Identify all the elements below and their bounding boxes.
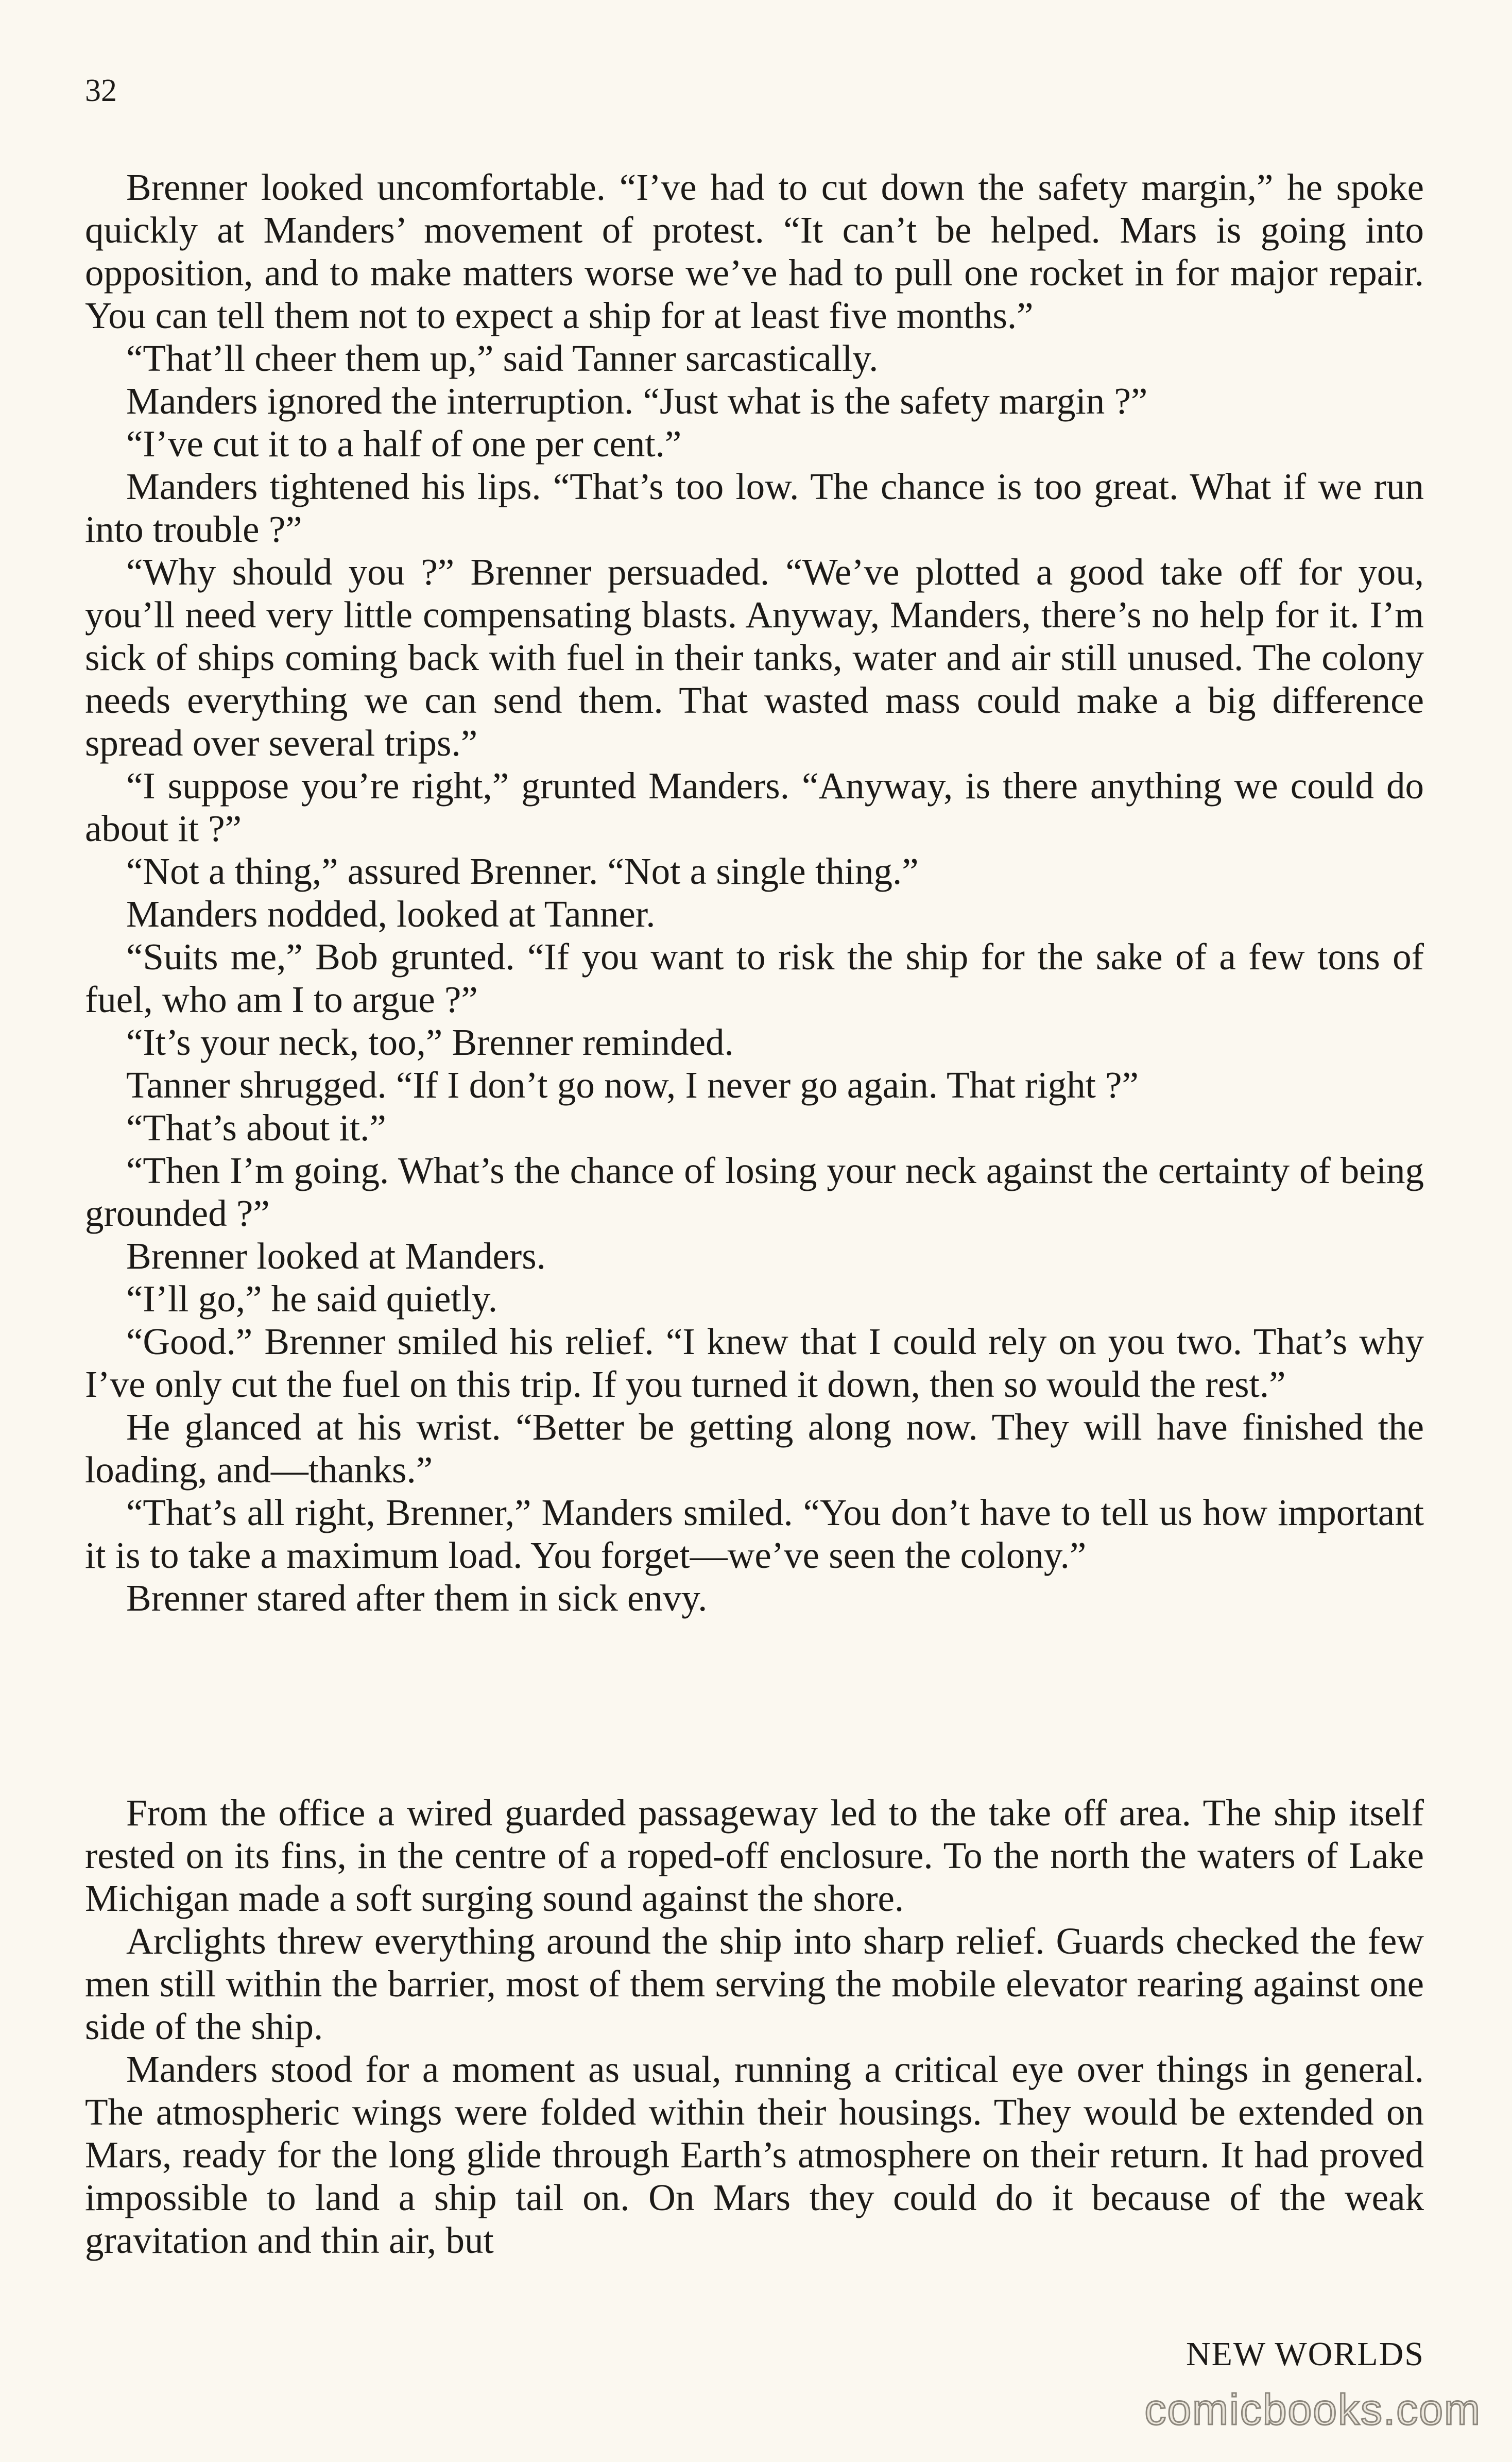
paragraph: “Good.” Brenner smiled his relief. “I knew that I could rely on you two. That’s why I’ve only cut the fuel on this trip. If you turned it down, then so would the rest.” — [85, 1321, 1424, 1405]
paragraph: “It’s your neck, too,” Brenner reminded. — [126, 1021, 734, 1063]
paragraph: Manders nodded, looked at Tanner. — [126, 893, 656, 935]
paragraph: “That’s all right, Brenner,” Manders smiled. “You don’t have to tell us how important it is to take a maximum load. You forget—we’ve seen the colony.” — [85, 1492, 1424, 1576]
paragraph: Brenner looked uncomfortable. “I’ve had to cut down the safety margin,” he spoke quickly at Manders’ movement of protest. “It can’t be helped. Mars is going into opposition, and to make matters worse we’ve had to pull one rocket in for major repair. You can tell them not to expect a ship for at least five months.” — [85, 166, 1424, 336]
paragraph: “I suppose you’re right,” grunted Manders. “Anyway, is there anything we could do about it ?” — [85, 765, 1424, 849]
body-text-section-1 — [85, 166, 1424, 1619]
paragraph: “Not a thing,” assured Brenner. “Not a single thing.” — [126, 850, 919, 892]
paragraph: “Suits me,” Bob grunted. “If you want to risk the ship for the sake of a few tons of fuel, who am I to argue ?” — [85, 936, 1424, 1020]
footer-magazine-title: NEW WORLDS — [1185, 2335, 1424, 2373]
paragraph: Arclights threw everything around the ship into sharp relief. Guards checked the few men still within the barrier, most of them serving the mobile elevator rearing against one side of the ship. — [85, 1920, 1424, 2047]
paragraph: Manders stood for a moment as usual, running a critical eye over things in general. The atmospheric wings were folded within their housings. They would be extended on Mars, ready for the long glide through Earth’s atmosphere on their return. It had proved impossible to land a ship tail on. On Mars they could do it because of the weak gravitation and thin air, but — [85, 2048, 1424, 2261]
paragraph: “I’ve cut it to a half of one per cent.” — [126, 423, 682, 465]
page-number: 32 — [85, 73, 117, 108]
paragraph: “I’ll go,” he said quietly. — [126, 1278, 497, 1320]
paragraph: “That’s about it.” — [126, 1107, 386, 1149]
paragraph: “Why should you ?” Brenner persuaded. “We’ve plotted a good take off for you, you’ll need very little compensating blasts. Anyway, Manders, there’s no help for it. I’m sick of ships coming back with fuel in their tanks, water and air still unused. The colony needs everything we can send them. That wasted mass could make a big difference spread over several trips.” — [85, 551, 1424, 764]
body-text-section-2 — [85, 1791, 1424, 2262]
paragraph: Brenner looked at Manders. — [126, 1235, 546, 1277]
paragraph: From the office a wired guarded passageway led to the take off area. The ship itself rested on its fins, in the centre of a roped-off enclosure. To the north the waters of Lake Michigan made a soft surging sound against the shore. — [85, 1792, 1424, 1919]
paragraph: Manders ignored the interruption. “Just what is the safety margin ?” — [126, 380, 1148, 422]
paragraph: “That’ll cheer them up,” said Tanner sarcastically. — [126, 337, 879, 379]
paragraph: Tanner shrugged. “If I don’t go now, I never go again. That right ?” — [126, 1064, 1139, 1106]
paragraph: He glanced at his wrist. “Better be getting along now. They will have finished the loading, and—thanks.” — [85, 1406, 1424, 1491]
paragraph: Manders tightened his lips. “That’s too low. The chance is too great. What if we run into trouble ?” — [85, 466, 1424, 550]
watermark: comicbooks.com — [1144, 2385, 1481, 2434]
paragraph: “Then I’m going. What’s the chance of losing your neck against the certainty of being grounded ?” — [85, 1150, 1424, 1234]
paragraph: Brenner stared after them in sick envy. — [126, 1577, 708, 1619]
